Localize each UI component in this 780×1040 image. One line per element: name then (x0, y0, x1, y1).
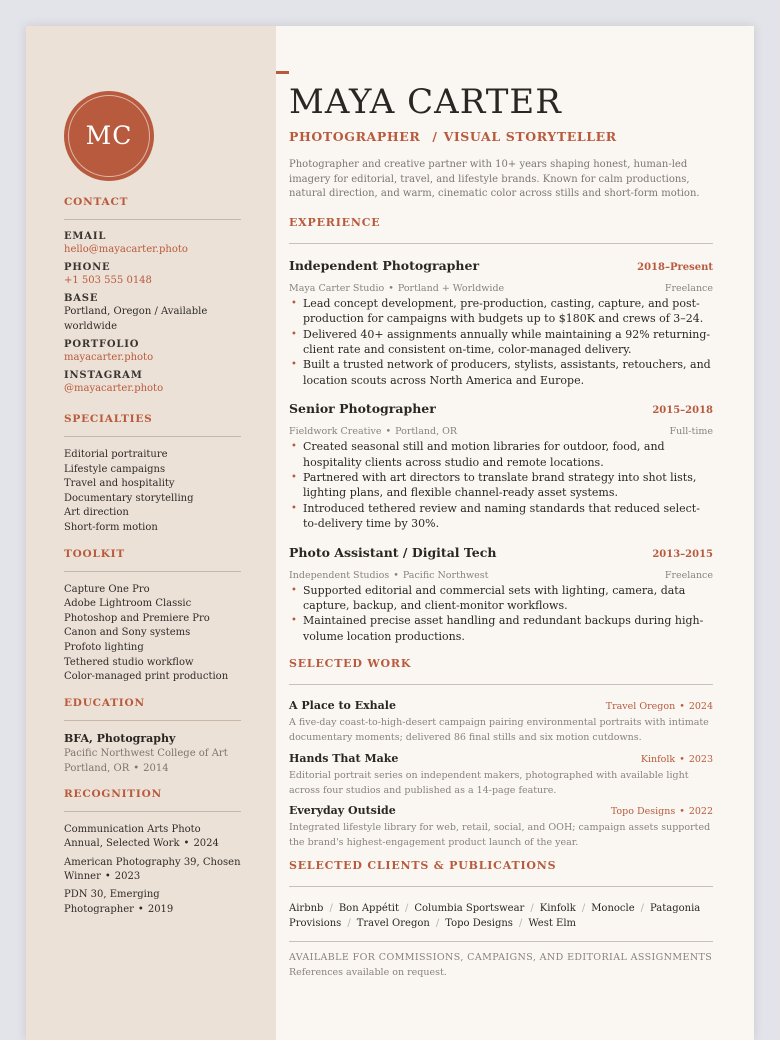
toolkit-heading: TOOLKIT (64, 547, 125, 560)
job-entry (289, 258, 713, 388)
job-title: Independent Photographer (289, 257, 480, 273)
portfolio-label: PORTFOLIO (64, 339, 140, 350)
education-location-year (64, 761, 241, 776)
work-client: Topo Designs (610, 806, 676, 818)
award-year: 2023 (114, 870, 141, 882)
job-bullets (289, 296, 713, 388)
work-description: Integrated lifestyle library for web, retail, social, and OOH; campaign assets supported the brand's highest-engagement product launch of the year. (289, 822, 711, 849)
contact-section (64, 196, 241, 396)
job-type: Freelance (664, 282, 713, 294)
job-company: Fieldwork Creative (289, 426, 382, 438)
recognition-section (64, 788, 241, 917)
client-name: Kinfolk (539, 902, 576, 914)
separator-dot: • (133, 762, 140, 774)
list-item: • Lead concept development, pre-production, casting, capture, and post-production for campaigns with budgets up to $180K and crews of 3–24. (289, 296, 713, 327)
list-item (64, 888, 241, 917)
separator-dot: • (393, 569, 399, 581)
list-item: • Built a trusted network of producers, stylists, assistants, retouchers, and location scouts across North America and Europe. (289, 357, 713, 388)
separator-slash: / (640, 902, 644, 914)
job-dates: 2015–2018 (652, 405, 713, 417)
client-name: Patagonia (650, 902, 701, 914)
job-company-location (289, 426, 457, 438)
divider (64, 811, 241, 812)
work-description: A five-day coast-to-high-desert campaign pairing environmental portraits with intimate documentary moments; delivered 86 final stills and six motion cutdowns. (289, 717, 709, 744)
instagram-label: INSTAGRAM (64, 370, 143, 381)
list-item: Lifestyle campaigns (64, 463, 166, 475)
list-item (64, 823, 241, 852)
job-entry (289, 401, 713, 531)
job-header (289, 401, 713, 416)
specialties-list (64, 448, 241, 536)
recognition-list (64, 823, 241, 917)
work-year: 2024 (688, 701, 713, 713)
sidebar-content (64, 196, 241, 921)
job-entry (289, 545, 713, 645)
job-header (289, 258, 713, 273)
email-link[interactable]: hello@mayacarter.photo (64, 244, 188, 255)
accent-bar (276, 71, 289, 74)
list-item: Art direction (64, 507, 129, 519)
work-description: Editorial portrait series on independent makers, photographed with available light across four studios and published as a 14-page feature. (289, 769, 689, 796)
award-year: 2019 (147, 903, 174, 915)
job-meta (289, 283, 713, 295)
portfolio-link[interactable]: mayacarter.photo (64, 352, 154, 363)
divider (64, 720, 241, 721)
job-header (289, 545, 713, 560)
separator-slash: / (405, 902, 409, 914)
job-title: Senior Photographer (289, 401, 436, 417)
list-item: Color-managed print production (64, 671, 229, 683)
education-section (64, 697, 241, 776)
separator-slash: / (581, 902, 586, 914)
job-meta (289, 570, 713, 582)
job-dates: 2018–Present (637, 261, 713, 273)
experience-heading: EXPERIENCE (289, 215, 381, 229)
divider (289, 941, 713, 942)
work-header (289, 804, 713, 817)
job-location: Pacific Northwest (402, 569, 489, 581)
contact-heading: CONTACT (64, 196, 129, 208)
list-item: Editorial portraiture (64, 449, 168, 460)
list-item: Tethered studio workflow (64, 656, 194, 668)
profile-summary: Photographer and creative partner with 10+ years shaping honest, human-led imagery for editorial, travel, and lifestyle brands. Known for calm productions, natural direction, and warm, cinematic color across stills and short-form motion. (289, 159, 700, 200)
divider (64, 219, 241, 220)
client-name: Monocle (591, 902, 635, 914)
resume-page (26, 26, 754, 1040)
work-header (289, 699, 713, 712)
job-type: Full-time (669, 426, 713, 438)
work-client: Kinfolk (640, 753, 676, 765)
list-item: Adobe Lightroom Classic (64, 598, 192, 610)
separator-slash: / (518, 917, 523, 929)
list-item: Travel and hospitality (64, 478, 175, 490)
list-item: • Maintained precise asset handling and redundant backups during high-volume location productions. (289, 613, 713, 644)
job-location: Portland, OR (395, 426, 458, 438)
education-school: Pacific Northwest College of Art (64, 747, 228, 759)
list-item (64, 856, 241, 885)
recognition-heading: RECOGNITION (64, 787, 162, 800)
candidate-name: MAYA CARTER (289, 82, 562, 122)
specialties-heading: SPECIALTIES (64, 413, 153, 425)
separator-slash: / (329, 902, 333, 914)
job-title: Photo Assistant / Digital Tech (289, 544, 497, 560)
role-primary: PHOTOGRAPHER (289, 129, 421, 144)
award-text: PDN 30, Emerging Photographer (64, 889, 160, 915)
selected-work-heading: SELECTED WORK (289, 657, 412, 671)
client-name: Bon Appétit (338, 902, 399, 914)
work-entry (289, 804, 713, 850)
job-company: Maya Carter Studio (289, 282, 385, 294)
job-company-location (289, 283, 504, 295)
award-year: 2024 (193, 838, 219, 850)
base-label: BASE (64, 293, 99, 304)
availability-note: AVAILABLE FOR COMMISSIONS, CAMPAIGNS, AND EDITORIAL ASSIGNMENTS (289, 951, 713, 963)
job-location: Portland + Worldwide (397, 282, 505, 294)
award-text: American Photography 39, Chosen Winner (64, 856, 241, 882)
separator-slash: / (347, 917, 351, 929)
specialties-section (64, 413, 241, 536)
client-name: Airbnb (289, 902, 324, 914)
monogram-avatar (64, 91, 154, 181)
divider (289, 886, 713, 887)
list-item: Capture One Pro (64, 583, 150, 595)
award-text: Communication Arts Photo Annual, Selected Work (64, 823, 201, 850)
job-bullets (289, 439, 713, 531)
education-location: Portland, OR (64, 762, 130, 774)
role-secondary: VISUAL STORYTELLER (443, 129, 617, 144)
base-value: Portland, Oregon / Available worldwide (64, 306, 208, 332)
role-line (289, 129, 713, 144)
list-item: Profoto lighting (64, 641, 144, 653)
client-name: Travel Oregon (356, 917, 430, 929)
client-name: Provisions (289, 917, 342, 929)
divider (64, 571, 241, 572)
job-dates: 2013–2015 (652, 548, 713, 560)
instagram-link[interactable]: @mayacarter.photo (64, 383, 164, 394)
work-client-year (611, 806, 713, 817)
list-item: • Supported editorial and commercial sets with lighting, camera, data capture, backup, and client-monitor workflows. (289, 583, 713, 614)
list-item: • Created seasonal still and motion libraries for outdoor, food, and hospitality clients across studio and remote locations. (289, 439, 713, 470)
references-note: References available on request. (289, 966, 447, 978)
client-name: Columbia Sportswear (414, 902, 525, 914)
separator-dot: • (679, 701, 685, 713)
education-heading: EDUCATION (64, 696, 145, 709)
job-company-location (289, 570, 488, 582)
work-title: Everyday Outside (289, 804, 396, 818)
phone-link[interactable]: +1 503 555 0148 (64, 275, 152, 286)
list-item: Canon and Sony systems (64, 627, 191, 639)
separator-dot: • (137, 903, 144, 915)
separator-dot: • (679, 753, 685, 765)
client-name: West Elm (528, 917, 577, 929)
main-column (289, 26, 713, 1040)
list-item: • Partnered with art directors to translate brand strategy into shot lists, lighting plans, and flexible channel-ready asset systems. (289, 470, 713, 501)
job-bullets (289, 583, 713, 645)
client-name: Topo Designs (445, 917, 513, 929)
separator-dot: • (388, 282, 394, 294)
work-entry (289, 752, 713, 798)
separator-slash: / (435, 917, 440, 929)
toolkit-list (64, 583, 241, 685)
job-meta (289, 426, 713, 438)
separator-dot: • (385, 426, 392, 438)
clients-list (289, 901, 713, 931)
toolkit-section (64, 548, 241, 685)
list-item: Short-form motion (64, 521, 158, 533)
work-client: Travel Oregon (605, 701, 676, 713)
list-item: Photoshop and Premiere Pro (64, 612, 210, 624)
separator-dot: • (679, 806, 685, 818)
divider (289, 243, 713, 244)
divider (64, 436, 241, 437)
phone-label: PHONE (64, 262, 111, 273)
work-client-year (641, 754, 713, 765)
work-client-year (606, 701, 713, 712)
list-item: • Introduced tethered review and naming standards that reduced select-to-delivery time by 30%. (289, 501, 713, 532)
work-year: 2023 (688, 753, 713, 765)
list-item: • Delivered 40+ assignments annually while maintaining a 92% returning-client rate and consistent on-time, color-managed delivery. (289, 327, 713, 358)
clients-heading: SELECTED CLIENTS & PUBLICATIONS (289, 858, 557, 872)
email-label: EMAIL (64, 231, 107, 242)
education-degree: BFA, Photography (64, 731, 176, 745)
monogram-initials: MC (85, 121, 133, 150)
education-year: 2014 (143, 762, 169, 774)
separator-dot: • (183, 838, 190, 850)
sidebar (26, 26, 276, 1040)
separator-dot: • (104, 870, 111, 882)
separator-slash: / (530, 902, 534, 914)
work-year: 2022 (688, 806, 713, 818)
work-header (289, 752, 713, 765)
job-company: Independent Studios (289, 569, 390, 581)
list-item: Documentary storytelling (64, 492, 194, 504)
work-title: A Place to Exhale (289, 699, 396, 713)
work-entry (289, 699, 713, 745)
role-separator: / (432, 129, 438, 144)
job-type: Freelance (664, 569, 713, 581)
work-title: Hands That Make (289, 751, 399, 765)
divider (289, 684, 713, 685)
